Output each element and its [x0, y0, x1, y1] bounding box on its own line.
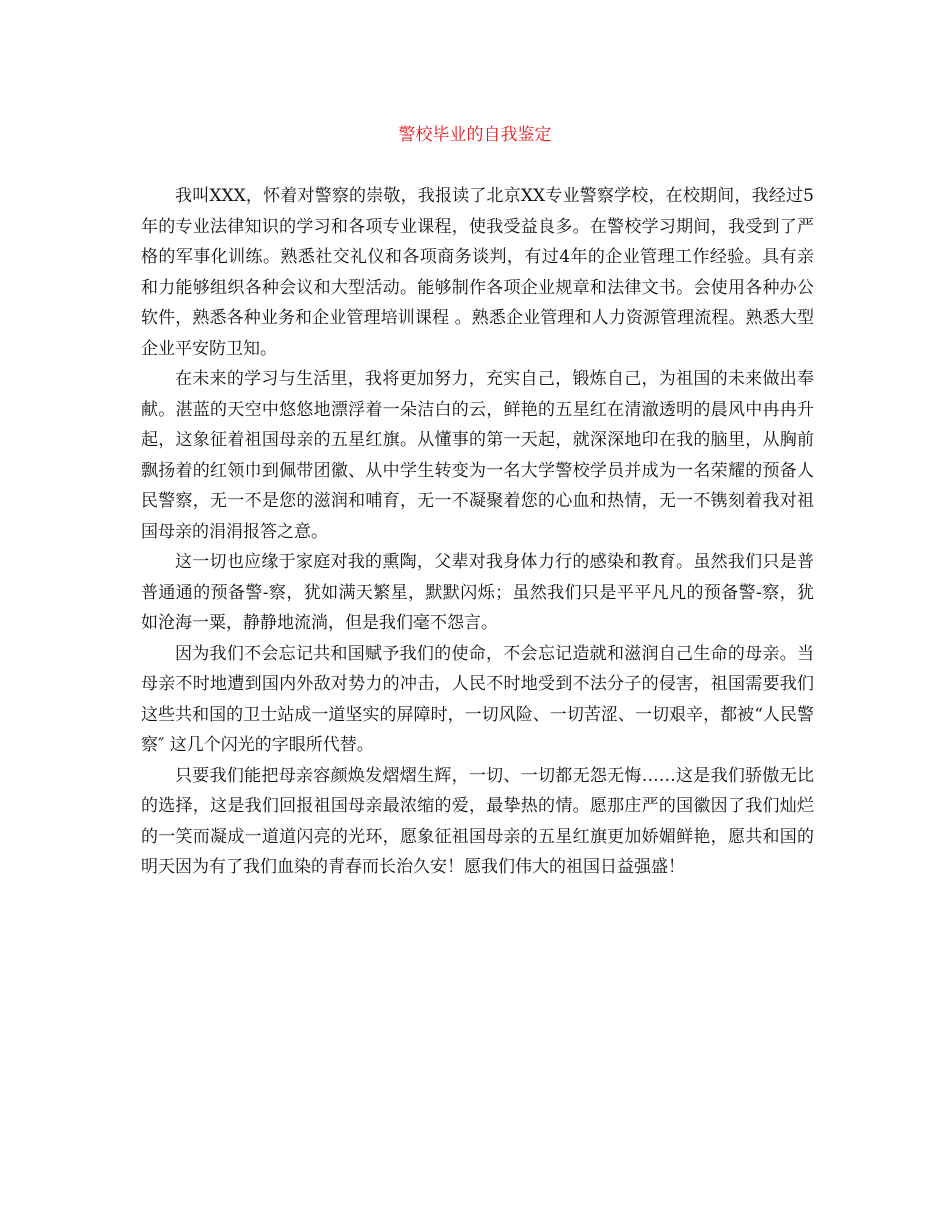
- paragraph: 这一切也应缘于家庭对我的熏陶，父辈对我身体力行的感染和教育。虽然我们只是普普通通的预备警-察，犹如满天繁星，默默闪烁；虽然我们只是平平凡凡的预备警-察，犹如沧海一粟，静静地流淌，但是我们毫不怨言。: [141, 552, 814, 633]
- document-title: 警校毕业的自我鉴定: [398, 125, 552, 145]
- paragraph: 只要我们能把母亲容颜焕发熠熠生辉，一切、一切都无怨无悔……这是我们骄傲无比的选择，这是我们回报祖国母亲最浓缩的爱，最挚热的情。愿那庄严的国徽因了我们灿烂的一笑而凝成一道道闪亮的光环，愿象征祖国母亲的五星红旗更加娇媚鲜艳，愿共和国的明天因为有了我们血染的青春而长治久安！愿我们伟大的祖国日益强盛！: [141, 765, 814, 877]
- paragraph: 因为我们不会忘记共和国赋予我们的使命，不会忘记造就和滋润自己生命的母亲。当母亲不时地遭到国内外敌对势力的冲击，人民不时地受到不法分子的侵害，祖国需要我们这些共和国的卫士站成一道坚实的屏障时，一切风险、一切苦涩、一切艰辛，都被“人民警察″ 这几个闪光的字眼所代替。: [141, 643, 814, 755]
- document-body: [141, 181, 814, 883]
- paragraph: 在未来的学习与生活里，我将更加努力，充实自己，锻炼自己，为祖国的未来做出奉献。湛蓝的天空中悠悠地漂浮着一朵洁白的云，鲜艳的五星红在清澈透明的晨风中冉冉升起，这象征着祖国母亲的五星红旗。从懂事的第一天起，就深深地印在我的脑里，从胸前飘扬着的红领巾到佩带团徽、从中学生转变为一名大学警校学员并成为一名荣耀的预备人民警察，无一不是您的滋润和哺育，无一不凝聚着您的心血和热情，无一不镌刻着我对祖国母亲的涓涓报答之意。: [141, 369, 814, 542]
- paragraph: 我叫XXX，怀着对警察的崇敬，我报读了北京XX专业警察学校，在校期间，我经过5年的专业法律知识的学习和各项专业课程，使我受益良多。在警校学习期间，我受到了严格的军事化训练。熟悉社交礼仪和各项商务谈判，有过4年的企业管理工作经验。具有亲和力能够组织各种会议和大型活动。能够制作各项企业规章和法律文书。会使用各种办公软件，熟悉各种业务和企业管理培训课程 。熟悉企业管理和人力资源管理流程。熟悉大型企业平安防卫知。: [141, 186, 814, 359]
